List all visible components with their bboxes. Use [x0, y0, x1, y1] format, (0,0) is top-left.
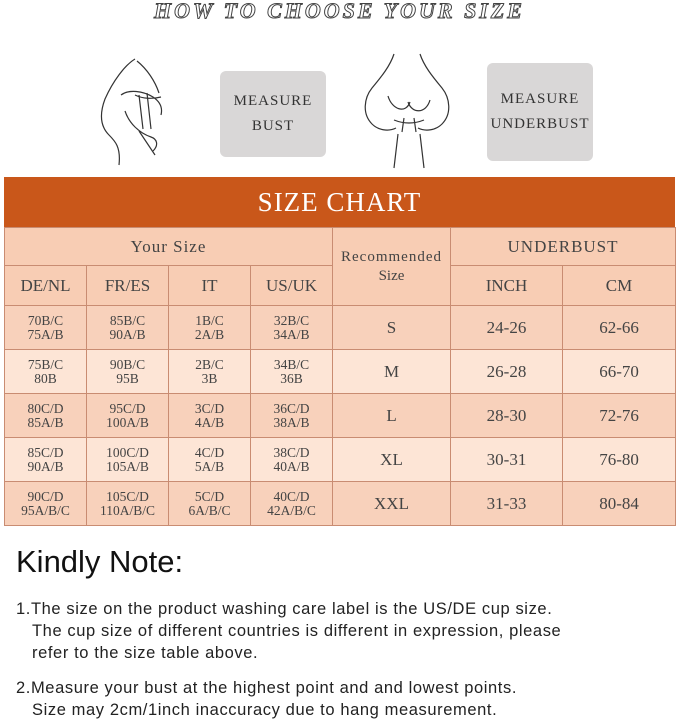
note-line: refer to the size table above. [32, 644, 259, 662]
col-inch: INCH [451, 266, 563, 306]
recommended-label: Recommended [341, 248, 442, 265]
your-size-header: Your Size [5, 228, 333, 266]
cell-cm: 62-66 [563, 306, 676, 350]
cell-us [251, 306, 333, 350]
table-row [5, 438, 676, 482]
note-item-2 [16, 677, 517, 721]
cell-fr [87, 438, 169, 482]
note-heading: Kindly Note: [16, 544, 184, 579]
cell-line: 105C/D [106, 488, 149, 504]
cell-line: 6A/B/C [188, 502, 231, 518]
cell-cm: 76-80 [563, 438, 676, 482]
note-line: The cup size of different countries is different in expression, please [32, 622, 562, 640]
note-line: 2.Measure your bust at the highest point and and lowest points. [16, 679, 518, 697]
cell-fr [87, 350, 169, 394]
cell-line: 95B [116, 370, 139, 386]
cell-line: 40A/B [273, 458, 310, 474]
cell-it [169, 438, 251, 482]
table-row [5, 350, 676, 394]
cell-line: 36B [280, 370, 303, 386]
cell-size: S [333, 306, 451, 350]
cell-it [169, 394, 251, 438]
cell-line: 100C/D [106, 444, 149, 460]
cell-inch: 31-33 [451, 482, 563, 526]
cell-de [5, 306, 87, 350]
cell-us [251, 350, 333, 394]
cell-inch: 26-28 [451, 350, 563, 394]
cell-line: 85B/C [109, 312, 146, 328]
cell-line: 2B/C [195, 356, 224, 372]
col-fr-es: FR/ES [87, 266, 169, 306]
col-it: IT [169, 266, 251, 306]
cell-inch: 30-31 [451, 438, 563, 482]
cell-line: 34B/C [273, 356, 310, 372]
cell-us [251, 394, 333, 438]
cell-line: 1B/C [195, 312, 224, 328]
table-row [5, 306, 676, 350]
cell-line: 4A/B [194, 414, 225, 430]
cell-line: 90B/C [109, 356, 146, 372]
cell-line: 95A/B/C [21, 502, 70, 518]
cell-de [5, 482, 87, 526]
col-us-uk: US/UK [251, 266, 333, 306]
cell-de [5, 438, 87, 482]
cell-fr [87, 306, 169, 350]
note-line: Size may 2cm/1inch inaccuracy due to hang measurement. [32, 701, 498, 719]
cell-size: M [333, 350, 451, 394]
note-line: 1.The size on the product washing care label is the US/DE cup size. [16, 600, 553, 618]
cell-line: 38C/D [273, 444, 310, 460]
cell-line: 90C/D [27, 488, 64, 504]
cell-us [251, 438, 333, 482]
cell-size: XXL [333, 482, 451, 526]
cell-it [169, 482, 251, 526]
measure-bust-line1: MEASURE [233, 93, 313, 109]
cell-inch: 28-30 [451, 394, 563, 438]
measure-underbust-illustration [358, 52, 458, 170]
cell-line: 90A/B [109, 326, 146, 342]
cell-line: 42A/B/C [267, 502, 316, 518]
cell-line: 36C/D [273, 400, 310, 416]
cell-size: XL [333, 438, 451, 482]
cell-cm: 72-76 [563, 394, 676, 438]
cell-line: 80C/D [27, 400, 64, 416]
cell-us [251, 482, 333, 526]
cell-line: 85A/B [27, 414, 64, 430]
cell-inch: 24-26 [451, 306, 563, 350]
measure-underbust-line1: MEASURE [500, 91, 580, 107]
cell-line: 75B/C [27, 356, 64, 372]
cell-line: 85C/D [27, 444, 64, 460]
size-chart-title: SIZE CHART [4, 177, 675, 227]
measure-bust-illustration [95, 55, 175, 167]
cell-fr [87, 394, 169, 438]
page-title: HOW TO CHOOSE YOUR SIZE [154, 0, 525, 23]
cell-it [169, 306, 251, 350]
cell-cm: 66-70 [563, 350, 676, 394]
cell-de [5, 394, 87, 438]
cell-line: 4C/D [194, 444, 225, 460]
measure-bust-line2: BUST [251, 118, 295, 134]
cell-size: L [333, 394, 451, 438]
size-label: Size [378, 267, 405, 284]
cell-line: 38A/B [273, 414, 310, 430]
cell-line: 5C/D [194, 488, 225, 504]
recommended-size-header [333, 228, 451, 306]
cell-line: 80B [34, 370, 57, 386]
table-row [5, 394, 676, 438]
cell-line: 105A/B [106, 458, 149, 474]
cell-line: 110A/B/C [99, 502, 155, 518]
cell-line: 3C/D [194, 400, 225, 416]
size-chart-table [4, 227, 676, 526]
underbust-header: UNDERBUST [451, 228, 676, 266]
cell-cm: 80-84 [563, 482, 676, 526]
table-row [5, 482, 676, 526]
cell-line: 90A/B [27, 458, 64, 474]
cell-fr [87, 482, 169, 526]
cell-de [5, 350, 87, 394]
cell-line: 2A/B [194, 326, 225, 342]
cell-line: 95C/D [109, 400, 146, 416]
cell-it [169, 350, 251, 394]
cell-line: 32B/C [273, 312, 310, 328]
cell-line: 34A/B [273, 326, 310, 342]
cell-line: 70B/C [27, 312, 64, 328]
cell-line: 5A/B [194, 458, 225, 474]
measure-underbust-line2: UNDERBUST [490, 116, 590, 132]
cell-line: 40C/D [273, 488, 310, 504]
col-cm: CM [563, 266, 676, 306]
measure-underbust-box [487, 63, 593, 161]
col-de-nl: DE/NL [5, 266, 87, 306]
cell-line: 100A/B [106, 414, 149, 430]
cell-line: 3B [201, 370, 218, 386]
cell-line: 75A/B [27, 326, 64, 342]
measure-bust-box [220, 71, 326, 157]
note-item-1 [16, 598, 561, 664]
